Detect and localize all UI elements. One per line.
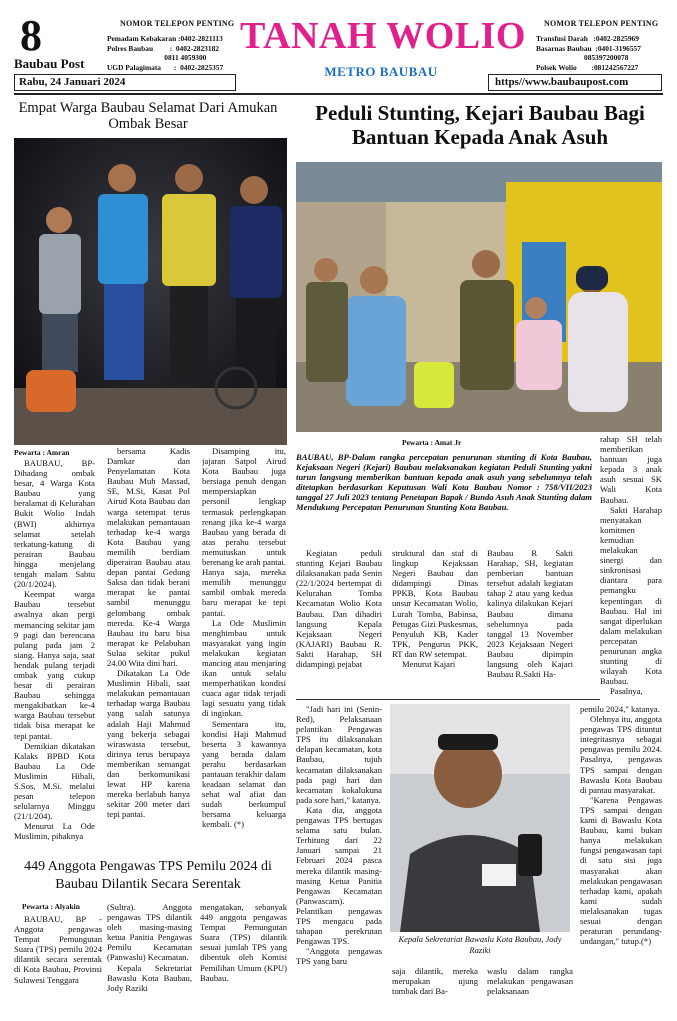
- article-tps-col6: [487, 966, 573, 1018]
- phones-left-list: Pemadam Kebakaran :0402-2821113 Polres Baubau : 0402-2823182 0811 4059300 UGD Palagimata : 0402-2825357: [107, 34, 224, 72]
- photo-jody-raziki: [390, 704, 570, 932]
- phones-right-list: Transfusi Darah :0402-2825969 Basarnas Baubau :0401-3196557 085397200078 Polsek Wolio :081242567227: [536, 34, 641, 72]
- article-tps-col1: [14, 914, 102, 1018]
- paragraph: rahap SH telah memberikan bantuan juga kepada 3 anak asuh sesuai SK Wali Kota Baubau.: [600, 434, 662, 505]
- headline-ombak: Empat Warga Baubau Selamat Dari Amukan Ombak Besar: [18, 100, 278, 132]
- page-number: 8: [20, 11, 42, 60]
- photo-caption-jody: Kepala Sekretariat Bawaslu Kota Baubau, Jody Raziki: [398, 934, 562, 955]
- paragraph: waslu dalam rangka melakukan pengawasan pelaksanaan: [487, 966, 573, 997]
- article-stunting-lead: BAUBAU, BP-Dalam rangka percepatan penurunan stunting di Kota Baubau, Kejaksaan Negeri (Kejari) Baubau melaksanakan kegiatan Peduli Stunting yakni turun langsung memberikan bantuan kepada anak asuh yang sebelumnya telah ditetapkan berdasarkan Keputusan Wali Kota Baubau Nomor : 758/VII/2023 tanggal 27 Juli 2023 tentang Penetapan Bapak / Bunda Asuh Anak Stunting dalam Mendukung Percepatan Penurunan Stunting Kota Baubau.: [296, 452, 592, 513]
- phones-left-header: NOMOR TELEPON PENTING: [120, 19, 235, 28]
- article-ombak-col1: [14, 458, 95, 854]
- credit-alyakin: Pewarta : Alyakin: [22, 902, 80, 911]
- article-tps-col5: [392, 966, 478, 1018]
- paragraph: mengatakan, sebanyak 449 anggota pengawas Tempat Pemungutan Suara (TPS) dilantik sesuai jumlah TPS yang dibentuk oleh Komisi Pemilihan Umum (KPU) Baubau.: [200, 902, 287, 983]
- paragraph: "Jadi hari ini (Senin-Red), Pelaksanaan pelantikan Pengawas TPS itu dilaksanakan delapan kecamatan, kota Baubau, tujuh kecamatan dilaksanakan pada pagi hari dan kecamatan kokalukuna pada sore hari," katanya.: [296, 704, 382, 805]
- paragraph: Sementara itu, kondisi Haji Mahmud beserta 3 kawannya yang berada dalam perahu berdasarkan pantauan terakhir dalam keadaan selamat dan sehat wal afiat dan sudah berkumpul bersama keluarga kembali. (*): [202, 718, 286, 830]
- headline-pengawas-tps: 449 Anggota Pengawas TPS Pemilu 2024 di Baubau Dilantik Secara Serentak: [24, 859, 272, 892]
- article-ombak-col3: [202, 446, 286, 854]
- paragraph: BAUBAU, BP - Anggota pengawas Tempat Pemungutan Suara (TPS) pemilu 2024 dilantik secara serentak di Kota Baubau, Provinsi Sulawesi Tenggara: [14, 914, 102, 985]
- section-title: METRO BAUBAU: [324, 64, 438, 79]
- paragraph: Demikian dikatakan Kalaks BPBD Kota Baubau La Ode Muslimin Hibali, S.Sos, M.Si. melalui pesan telepon selularnya Minggu (21/1/204).: [14, 740, 95, 822]
- newspaper-title: TANAH WOLIO: [240, 15, 526, 57]
- article-ombak-col2: [107, 446, 190, 854]
- photo-credit-amran: Pewarta : Amran: [14, 448, 70, 457]
- paragraph: Olehnya itu, anggota pengawas TPS dituntut integritasnya sebagai pengawas pemilu 2024. Pasalnya, pengawas TPS sampai dengan Bawaslu Kota Baubau di pantau masyarakat.: [580, 714, 662, 795]
- paragraph: Sakti Harahap menyatakan komitmen kemudian melakukan sinergi dan sinkronisasi diantara para pemangku kepentingan di Baubau. Hal ini sangat diperlukan dalam melakukan percepatan penurunan angka stunting di wilayah Kota Baubau.: [600, 504, 662, 687]
- issue-date: Rabu, 24 Januari 2024: [14, 74, 236, 91]
- article-stunting-col3: [487, 548, 573, 688]
- article-tps-col2: [107, 902, 192, 1018]
- paragraph: bersama Kadis Damkar dan Penyelamatan Kota Baubau Muh Massad, SE, M.Si, Kasat Pol Airud Kota Baubau dan warga setempat terus melakukan pemantauan terhadap ke-4 warga Kota Baubau yang memilih berdiam diperairan Baubau atau depan pantai Gedung Saksa dan tidak berani merapat ke pantai sambil menunggu gelombang ombak mereda. Ke-4 Warga Baubau itu baru bisa merapat ke Pelabuhan Sulaa sekitar pukul 24.00 Wita dini hari.: [107, 446, 190, 668]
- paragraph: Baubau R Sakti Harahap, SH, kegiatan pemberian bantuan tersebut adalah kegiatan tahap 2 atau yang kedua kalinya dilakukan Kejari Baubau dimana sebelumnya pada tanggal 13 November 2023 Kejaksaan Negeri Baubau dipimpin langsung oleh Kajari Baubau R.Sakti Ha-: [487, 548, 573, 680]
- paragraph: Kata dia, anggota pengawas TPS bertugas selama satu bulan. Terhitung dari 22 Januari sampai 21 Februari 2024 pasca mereka dilantik masing- masing Ketua Panitia Pengawas Kecamatan (Panwascam). Pelantikan pengawas TPS mengacu pada tahapan perekrutan Pengawas TPS.: [296, 804, 382, 947]
- paragraph: Dikatakan La Ode Muslimin Hibali, saat melakukan pemantauan terhadap warga Baubau yang salah satunya adalah Haji Mahmud yang bekerja sebagai wiraswasta tersebut, dirinya terus berupaya memberikan semangat dan berkomunikasi lewat HP karena mereka berlabuh hanya sekitar 200 meter dari tepi pantai.: [107, 668, 190, 820]
- section-divider: [296, 699, 600, 700]
- article-stunting-col2: [392, 548, 478, 688]
- article-tps-col7: [580, 704, 662, 1018]
- phones-right-header: NOMOR TELEPON PENTING: [544, 19, 659, 28]
- article-stunting-col1: [296, 548, 382, 688]
- paragraph: (Sultra). Anggota pengawas TPS dilantik oleh masing-masing ketua Panitia Pengawas Pemilu Kecamatan (Panwaslu) Kecamatan.: [107, 902, 192, 963]
- masthead-rule: [14, 93, 663, 95]
- paragraph: Disamping itu, jajaran Satpol Airud Kota Baubau juga bersiaga penuh dengan mempersiapkan personil lengkap termasuk perlengkapan renang jika ke-4 warga Baubau yang berada di atas perahu tersebut memutuskan untuk berenang ke arah pantai. Hanya saja, mereka memilih menunggu sambil ombak mereda baru merapat ke tepi pantai.: [202, 446, 286, 618]
- publisher-name: Baubau Post: [14, 56, 85, 71]
- paragraph: saja dilantik, mereka merupakan ujung tombak dari Ba-: [392, 966, 478, 997]
- article-tps-col4: [296, 704, 382, 1018]
- article-tps-col3: [200, 902, 287, 1018]
- headline-stunting: Peduli Stunting, Kejari Baubau Bagi Bantuan Kepada Anak Asuh: [315, 101, 645, 149]
- paragraph: La Ode Muslimin menghimbau untuk masyarakat yang ingin melakukan kegiatan mancing atau menjaring ikan untuk selalu memperhatikan kondisi cuaca agar tidak terjadi lagi sesuatu yang tidak di inginkan.: [202, 617, 286, 719]
- paragraph: Kepala Sekretariat Bawaslu Kota Baubau, Jody Raziki: [107, 962, 192, 993]
- paragraph: BAUBAU, BP-Dihadang ombak besar, 4 Warga Kota Baubau yang beralamat di Kelurahan Bukit Wolio Indah (BWI) akhirnya selamat setelah terkatung-katung di perairan Baubau hingga menjelang tengah malam Sabtu (20/1/2024).: [14, 458, 95, 590]
- paragraph: "Karena Pengawas TPS sampai dengan kami di Bawaslu Kota Baubau, kami bukan hanya melakukan fungsi pengawasan tapi di satu sisi juga masyarakat akan melakukan pengawasan terhadap kami, apakah kami sudah melaksanakan tugas sesuai dengan peraturan perundang-undangan," tutup.(*): [580, 794, 662, 947]
- paragraph: struktural dan staf di lingkup Kejaksaan Negeri Baubau dan didampingi Dinas PPKB, Kota Baubau unsur Kecamatan Wolio, Lurah Tomba, Babinsa, Petugas Gizi Puskesmas, Penyuluh KB, Kader TPK, Pengurus PKK, RT dan RW setempat.: [392, 548, 478, 659]
- photo-credit-amat: Pewarta : Amat Jr: [402, 438, 462, 447]
- paragraph: Pasalnya,: [610, 686, 643, 696]
- paragraph: pemilu 2024," katanya.: [580, 704, 660, 714]
- paragraph: Kegiatan peduli stunting Kejari Baubau dilaksanakan pada Senin (22/1/2024 bertempat di Kelurahan Tomba Kecamatan Wolio Kota Baubau. Dan dihadiri langsung Kepala Kejaksaan Negeri (KAJARI) Baubau R. Sakti Harahap, SH didampingi pejabat: [296, 548, 382, 670]
- article-stunting-col4: [600, 434, 662, 696]
- paragraph: "Anggota pengawas TPS yang baru: [296, 946, 382, 967]
- photo-rescued-residents: [14, 138, 287, 445]
- paragraph: Menurut Kajari: [402, 659, 456, 670]
- paragraph: Menurut La Ode Muslimin, pihaknya: [14, 821, 95, 842]
- website-link[interactable]: https//www.baubaupost.com: [488, 74, 662, 91]
- paragraph: Keempat warga Baubau tersebut awalnya akan pergi memancing sekitar jam 9 pagi dan berencana pulang pada jam 2 siang. Hanya saja, saat hendak pulang terjadi ombak yang cukup besar di perairan Baubau sehingga mengakibatkan ke-4 warga Baubau tersebut tidak bisa merapat ke tepi pantai.: [14, 589, 95, 741]
- photo-kejari-aid: [296, 162, 662, 432]
